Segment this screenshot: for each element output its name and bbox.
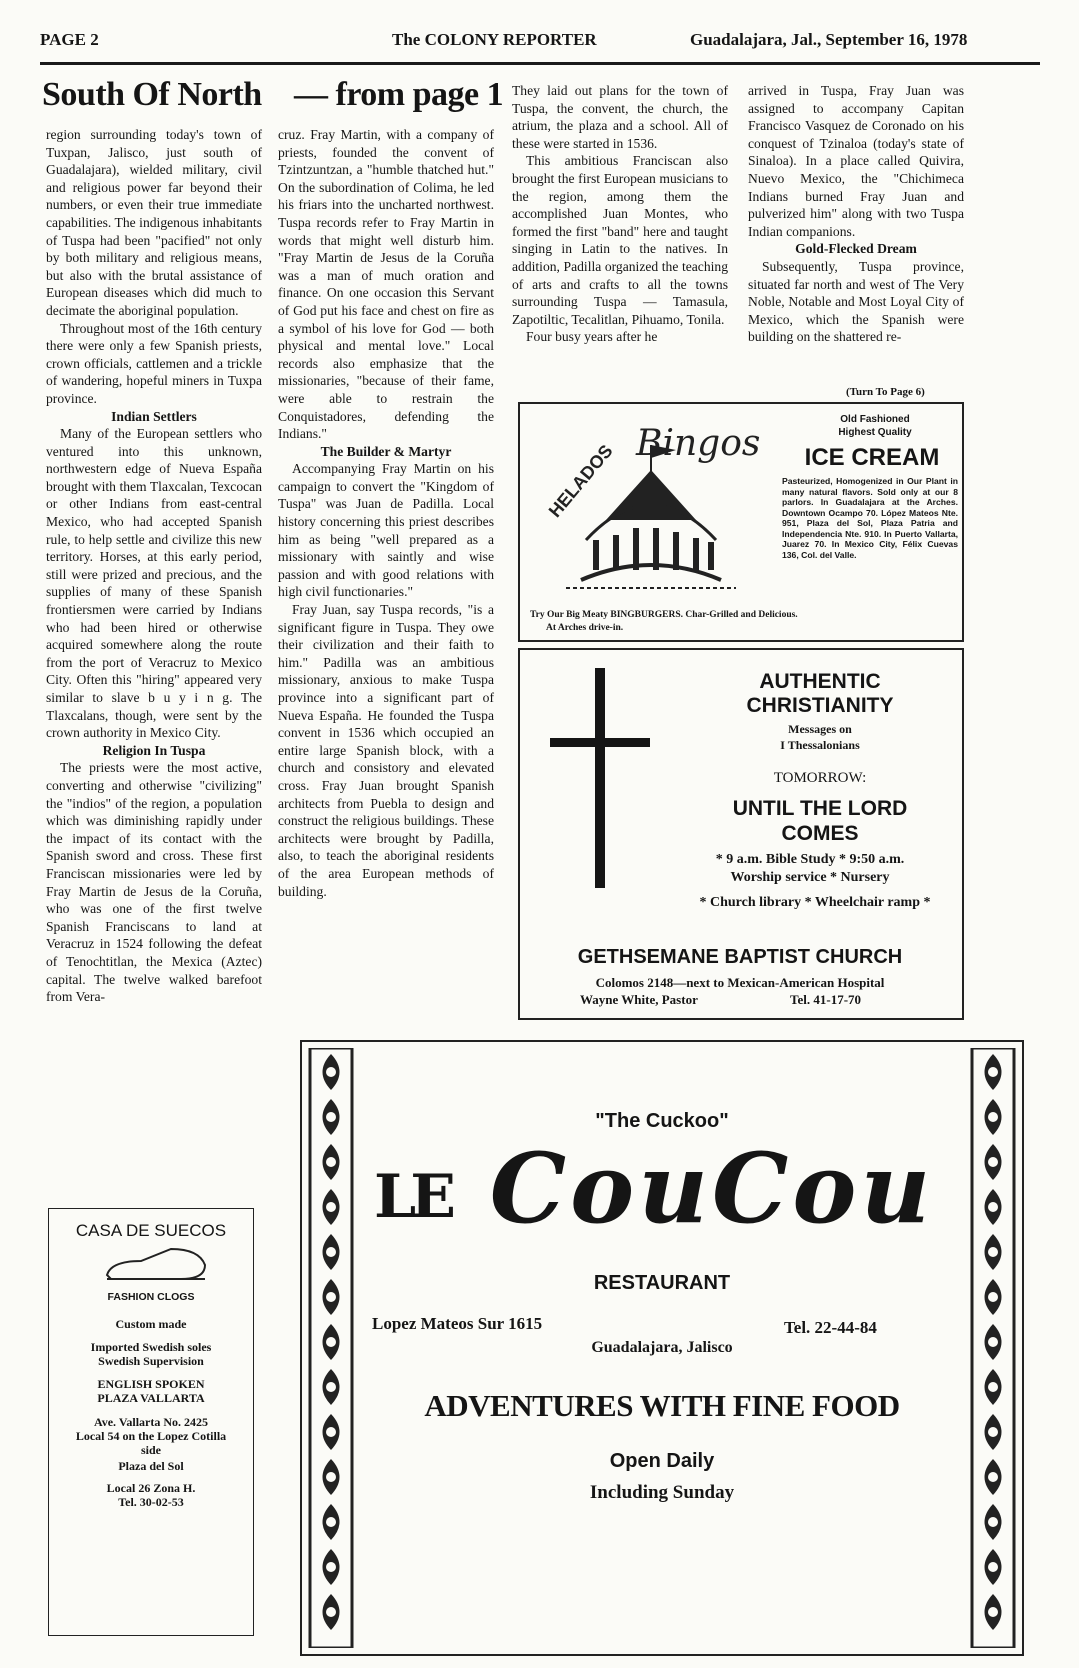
article-paragraph: Fray Juan, say Tuspa records, "is a significant figure in Tuspa. They owe their civilization and their faith to him." Padilla was an ambitious missionary, anxious to make Tuspa province into a significant part of Nueva España. He founded the Tuspa convent in 1536 which occupied an entire large Spanish block, with a church and consistory and elevated cross. Fray Juan brought Spanish architects from Puebla to design and construct the religious buildings. These architects were brought by Padilla, also, to teach the aboriginal residents of the area European methods of building. (278, 602, 494, 899)
church-subtitle-1: Messages on (788, 722, 852, 736)
article-paragraph: Many of the European settlers who ventured into this unknown, northwestern edge of Nueva España brought with them Tlaxcalan, Texcocan or other Indians from east-central Mexico, who had accepted Spanish rule, to help settle and civilize this new territory. Horses, at this early period, still were prized and precious, and the supplies of many of these Spanish frontiersmen were carried by Indians who had been hired or otherwise acquired somewhere along the route from the port of Veracruz to Mexico City. Often this "hiring" appeared very similar to slave b u y i n g. The Tlaxcalans, though, were sent by the crown authority in Mexico City. (46, 426, 262, 741)
church-title: AUTHENTIC CHRISTIANITY (746, 670, 894, 717)
ornament-dot (988, 1292, 998, 1302)
coucou-phone: Tel. 22-44-84 (784, 1318, 877, 1337)
suecos-line-10: Tel. 30-02-53 (118, 1495, 184, 1509)
ornament-dot (988, 1337, 998, 1347)
article-column-4 (748, 82, 964, 346)
ornament-dot (988, 1562, 998, 1572)
ornament-dot (326, 1382, 336, 1392)
icecream-details: Pasteurized, Homogenized in Our Plant in many natural flavors. Sold only at our 8 parlors. In Guadalajara at the Arches. Downtown Ocampo 70. López Mateos Nte. 951, Plaza del Sol, Plaza Patria and Independencia Nte. 910. In Puerto Vallarta, Juarez 70. In Mexico City, Félix Cuevas 136, Col. del Valle. (782, 476, 958, 560)
ornament-dot (988, 1382, 998, 1392)
article-paragraph: arrived in Tuspa, Fray Juan was assigned to accompany Capitan Francisco Vasquez de Coronado on his conquest of Tzinaloa (today's state of Sinaloa). In a place called Quivira, Nuevo Mexico, the "Chichimeca Indians burned Fray Juan and pulverized him" along with two Tuspa Indian companions. (748, 83, 964, 239)
ornament-dot (326, 1607, 336, 1617)
coucou-open-1: Open Daily (609, 1450, 715, 1472)
church-address: Colomos 2148—next to Mexican-American Hospital (595, 975, 885, 990)
ornament-dot (326, 1247, 336, 1257)
ornament-dot (326, 1112, 336, 1122)
suecos-line-9: Local 26 Zona H. (106, 1481, 196, 1495)
church-sermon: UNTIL THE LORD COMES (732, 797, 908, 845)
section-subhead: Gold-Flecked Dream (795, 241, 917, 257)
section-subhead: Religion In Tuspa (102, 742, 206, 758)
ornament-dot (326, 1517, 336, 1527)
ornament-dot (988, 1067, 998, 1077)
article-paragraph: cruz. Fray Martin, with a company of priests, founded the convent of Tzintzuntzan, a "humble thatched hut." On the subordination of Colima, he led his friars into the uncharted northwest. Tuspa records refer to Fray Martin in words that might well disturb him. "Fray Martin de Jesus de la Coruña was a man of much oration and finance. On one occasion this Servant of God put his face and chest on fire as a symbol of his love for God — both physical and mental love." Local records also emphasize that the missionaries, "because of their fame, were able to restrain the Conquistadores, defending the Indians." (278, 127, 494, 442)
ornament-dot (326, 1562, 336, 1572)
paper-name: The COLONY REPORTER (392, 30, 597, 49)
ornament-dot (988, 1202, 998, 1212)
suecos-line-2: Imported Swedish soles (90, 1340, 212, 1354)
clog-icon (101, 1245, 211, 1285)
helados-logo (526, 410, 776, 610)
page-number: PAGE 2 (40, 30, 99, 49)
article-column-2 (278, 126, 494, 900)
article-paragraph: Four busy years after he (526, 329, 658, 345)
ornament-dot (988, 1112, 998, 1122)
suecos-line-4: ENGLISH SPOKEN (97, 1377, 205, 1391)
ornament-dot (988, 1427, 998, 1437)
ornament-dot (326, 1427, 336, 1437)
coucou-logo-le: LE (374, 1162, 450, 1232)
suecos-line-3: Swedish Supervision (98, 1354, 204, 1368)
article-column-3 (512, 82, 728, 346)
ornament-dot (988, 1517, 998, 1527)
bingos-wordmark: Bingos (636, 423, 761, 464)
church-schedule-1: * 9 a.m. Bible Study * 9:50 a.m. (715, 852, 905, 867)
suecos-line-5: PLAZA VALLARTA (97, 1391, 205, 1405)
cross-icon (550, 668, 650, 888)
coucou-address: Lopez Mateos Sur 1615 (372, 1314, 543, 1333)
suecos-name: CASA DE SUECOS (75, 1221, 227, 1240)
church-schedule-3: * Church library * Wheelchair ramp * (699, 895, 931, 910)
church-subtitle-2: I Thessalonians (780, 738, 860, 752)
coucou-ad (300, 1040, 1024, 1656)
icecream-tagline-2: Highest Quality (838, 427, 912, 438)
icecream-tagline-1: Old Fashioned (840, 414, 910, 425)
article-paragraph: Subsequently, Tuspa province, situated far north and west of The Very Noble, Notable and Most Loyal City of Mexico, which the Spanish were building on the shattered re- (748, 258, 964, 345)
jump-line: (Turn To Page 6) (846, 386, 925, 398)
icecream-footer-1: Try Our Big Meaty BINGBURGERS. Char-Grilled and Delicious. (530, 610, 798, 620)
icecream-footer-2: At Arches drive-in. (546, 623, 624, 633)
church-ad (518, 648, 964, 1020)
article-column-1 (46, 126, 262, 1006)
headline-right: — from page 1 (294, 76, 504, 113)
church-pastor: Wayne White, Pastor (580, 992, 698, 1007)
ornament-dot (326, 1067, 336, 1077)
icecream-product: ICE CREAM (804, 444, 940, 471)
suecos-ad (48, 1208, 254, 1636)
header-rule (40, 62, 1040, 65)
article-paragraph: Throughout most of the 16th century there were only a few Spanish priests, crown officials, cattlemen and a trickle of wandering, hopeful miners in Tuxpa province. (46, 320, 262, 406)
article-paragraph: region surrounding today's town of Tuxpan, Jalisco, just south of Guadalajara), wielded military, civil and religious power far beyond their numbers, or even their true immediate capabilities. The indigenous inhabitants of Tuspa had been "pacified" not only by both military and religious means, but also with the brutal assistance of European diseases which did much to decimate the aboriginal population. (46, 127, 262, 318)
ornament-dot (326, 1472, 336, 1482)
left-ornament-border (308, 1048, 354, 1648)
ornament-dot (988, 1607, 998, 1617)
coucou-open-2: Including Sunday (589, 1482, 735, 1503)
ornament-dot (326, 1337, 336, 1347)
suecos-line-1: Custom made (115, 1317, 187, 1331)
article-paragraph: This ambitious Franciscan also brought the first European musicians to the region, among them the accomplished Juan Montes, who formed the first "band" here and taught singing in Latin to the natives. In addition, Padilla organized the teaching of arts and crafts to all the towns surrounding Tuspa — Tamasula, Zapotiltic, Tecalitlan, Pihuamo, Tonila. (512, 153, 728, 327)
church-phone: Tel. 41-17-70 (790, 992, 862, 1007)
coucou-city: Guadalajara, Jalisco (591, 1339, 733, 1356)
ornament-dot (326, 1157, 336, 1167)
dateline: Guadalajara, Jal., September 16, 1978 (690, 30, 968, 49)
helados-wordmark: HELADOS (544, 440, 617, 522)
suecos-line-7: Local 54 on the Lopez Cotilla side (75, 1429, 227, 1457)
church-tomorrow: TOMORROW: (773, 770, 867, 786)
coucou-nickname: "The Cuckoo" (595, 1110, 729, 1132)
coucou-type: RESTAURANT (593, 1272, 731, 1294)
ornament-dot (326, 1292, 336, 1302)
article-paragraph: Accompanying Fray Martin on his campaign to convert the "Kingdom of Tuspa" was Juan de Padilla. Local history concerning this priest describes him as being "well prepared as a missionary with saintly and wise passion and with good relations with high civil functionaries." (278, 461, 494, 600)
ornament-dot (988, 1472, 998, 1482)
church-name: GETHSEMANE BAPTIST CHURCH (577, 946, 903, 968)
church-schedule-2: Worship service * Nursery (730, 870, 890, 885)
suecos-product: FASHION CLOGS (107, 1291, 195, 1303)
coucou-slogan: ADVENTURES WITH FINE FOOD (424, 1388, 900, 1423)
ornament-dot (988, 1157, 998, 1167)
suecos-line-8: Plaza del Sol (118, 1459, 184, 1473)
ornament-dot (326, 1202, 336, 1212)
coucou-logo-name: CouCou (489, 1132, 935, 1245)
section-subhead: Indian Settlers (111, 408, 197, 424)
suecos-line-6: Ave. Vallarta No. 2425 (93, 1415, 209, 1429)
headline-left: South Of North (42, 76, 262, 113)
article-paragraph: The priests were the most active, converting and otherwise "civilizing" the "indios" of the region, a population which was diminishing rapidly under the impact of its contact with the Spanish sword and cross. These first Franciscan missionaries were led by Fray Martin de Jesus de la Coruña, who was one of the first twelve Spanish Franciscans to land at Veracruz in 1524 following the defeat of Tenochtitlan, the Mexica (Aztec) capital. The twelve walked barefoot from Vera- (46, 760, 262, 1005)
icecream-ad (518, 402, 964, 642)
section-subhead: The Builder & Martyr (320, 443, 452, 459)
ornament-dot (988, 1247, 998, 1257)
article-paragraph: They laid out plans for the town of Tuspa, the convent, the church, the atrium, the plaza and a school. All of these were started in 1536. (512, 83, 728, 151)
right-ornament-border (970, 1048, 1016, 1648)
